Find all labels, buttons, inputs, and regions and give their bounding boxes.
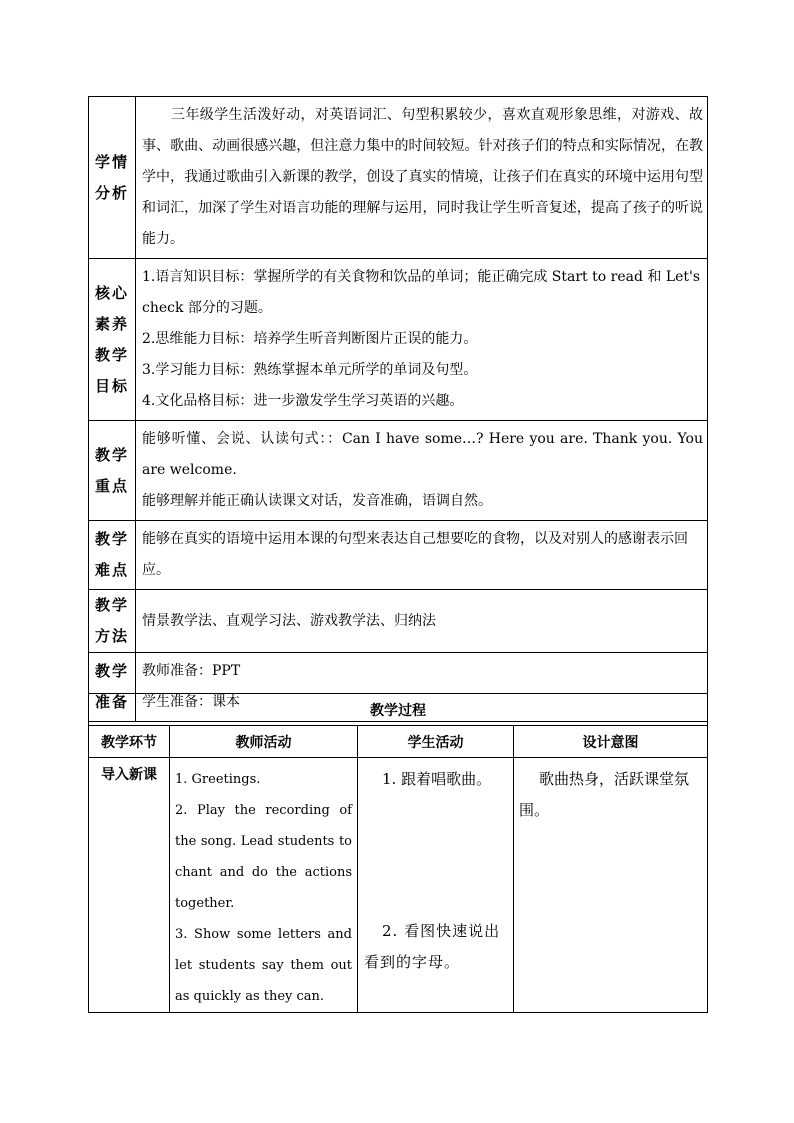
lesson-info-table bbox=[88, 96, 708, 722]
process-row bbox=[89, 758, 708, 1013]
paragraph: 2.思维能力目标：培养学生听音判断图片正误的能力。 bbox=[142, 331, 478, 347]
design-intent-cell bbox=[514, 758, 708, 1013]
process-header-row bbox=[89, 726, 708, 758]
section-label bbox=[89, 97, 136, 259]
section-label bbox=[89, 421, 136, 521]
section-content bbox=[136, 590, 708, 653]
teacher-step: 1. Greetings. bbox=[175, 772, 261, 787]
label-line: 教学 bbox=[94, 445, 129, 464]
paragraph: 能够听懂、会说、认读句式：：Can I have some…? Here you are. Thank you. You are welcome. bbox=[142, 431, 703, 478]
student-step: 1. 跟着唱歌曲。 bbox=[382, 770, 492, 788]
section-label bbox=[89, 259, 136, 421]
paragraph: 能够理解并能正确认读课文对话，发音准确，语调自然。 bbox=[142, 493, 492, 509]
section-label bbox=[89, 521, 136, 590]
paragraph: 1.语言知识目标：掌握所学的有关食物和饮品的单词；能正确完成 Start to read 和 Let's check 部分的习题。 bbox=[142, 269, 701, 316]
section-label bbox=[89, 590, 136, 653]
label-line: 方法 bbox=[94, 627, 129, 645]
column-header: 学生活动 bbox=[358, 726, 514, 758]
teacher-activity-cell bbox=[170, 758, 358, 1013]
column-header: 教学环节 bbox=[89, 726, 170, 758]
paragraph: 能够在真实的语境中运用本课的句型来表达自己想要吃的食物，以及对别人的感谢表示回应。 bbox=[142, 531, 688, 578]
paragraph: 教师准备：PPT bbox=[142, 663, 241, 679]
section-content bbox=[136, 521, 708, 590]
teaching-process-table bbox=[88, 693, 708, 1013]
label-line: 素养 bbox=[94, 314, 129, 333]
section-row-objectives bbox=[89, 259, 708, 421]
column-header: 教师活动 bbox=[170, 726, 358, 758]
paragraph: 三年级学生活泼好动，对英语词汇、句型积累较少，喜欢直观形象思维，对游戏、故事、歌曲、动画很感兴趣，但注意力集中的时间较短。针对孩子们的特点和实际情况，在教学中，我通过歌曲引入新课的教学，创设了真实的情境，让孩子们在真实的环境中运用句型和词汇，加深了学生对语言功能的理解与运用，同时我让学生听音复述，提高了孩子的听说能力。 bbox=[142, 107, 703, 247]
label-line: 教学 bbox=[94, 596, 129, 614]
stage-cell: 导入新课 bbox=[89, 758, 170, 1013]
label-line: 分析 bbox=[94, 183, 129, 202]
label-line: 教学 bbox=[94, 345, 129, 364]
section-row-key-points bbox=[89, 421, 708, 521]
student-step: 2. 看图快速说出看到的字母。 bbox=[364, 922, 501, 971]
section-content bbox=[136, 97, 708, 259]
label-line: 学情 bbox=[94, 152, 129, 171]
label-line: 教学 bbox=[94, 530, 129, 548]
student-activity-cell bbox=[358, 758, 514, 1013]
label-line: 难点 bbox=[94, 561, 129, 579]
label-line: 目标 bbox=[94, 376, 129, 395]
design-intent: 歌曲热身，活跃课堂氛围。 bbox=[519, 770, 690, 819]
label-line: 核心 bbox=[94, 283, 129, 302]
section-row-analysis bbox=[89, 97, 708, 259]
label-line: 教学 bbox=[94, 662, 129, 680]
column-header: 设计意图 bbox=[514, 726, 708, 758]
paragraph: 4.文化品格目标：进一步激发学生学习英语的兴趣。 bbox=[142, 393, 464, 409]
section-content bbox=[136, 259, 708, 421]
section-row-methods bbox=[89, 590, 708, 653]
teacher-step: 3. Show some letters and let students say them out as quickly as they can. bbox=[175, 927, 352, 1004]
process-title-row bbox=[89, 694, 708, 726]
section-row-difficulties bbox=[89, 521, 708, 590]
paragraph: 情景教学法、直观学习法、游戏教学法、归纳法 bbox=[142, 612, 436, 629]
section-content bbox=[136, 421, 708, 521]
label-line: 重点 bbox=[94, 476, 129, 495]
process-title: 教学过程 bbox=[89, 694, 708, 726]
label-line: 准备 bbox=[94, 693, 129, 711]
paragraph: 3.学习能力目标：熟练掌握本单元所学的单词及句型。 bbox=[142, 362, 478, 378]
paragraph: 学生准备：课本 bbox=[142, 694, 240, 710]
teacher-step: 2. Play the recording of the song. Lead students to chant and do the actions together. bbox=[175, 803, 352, 911]
